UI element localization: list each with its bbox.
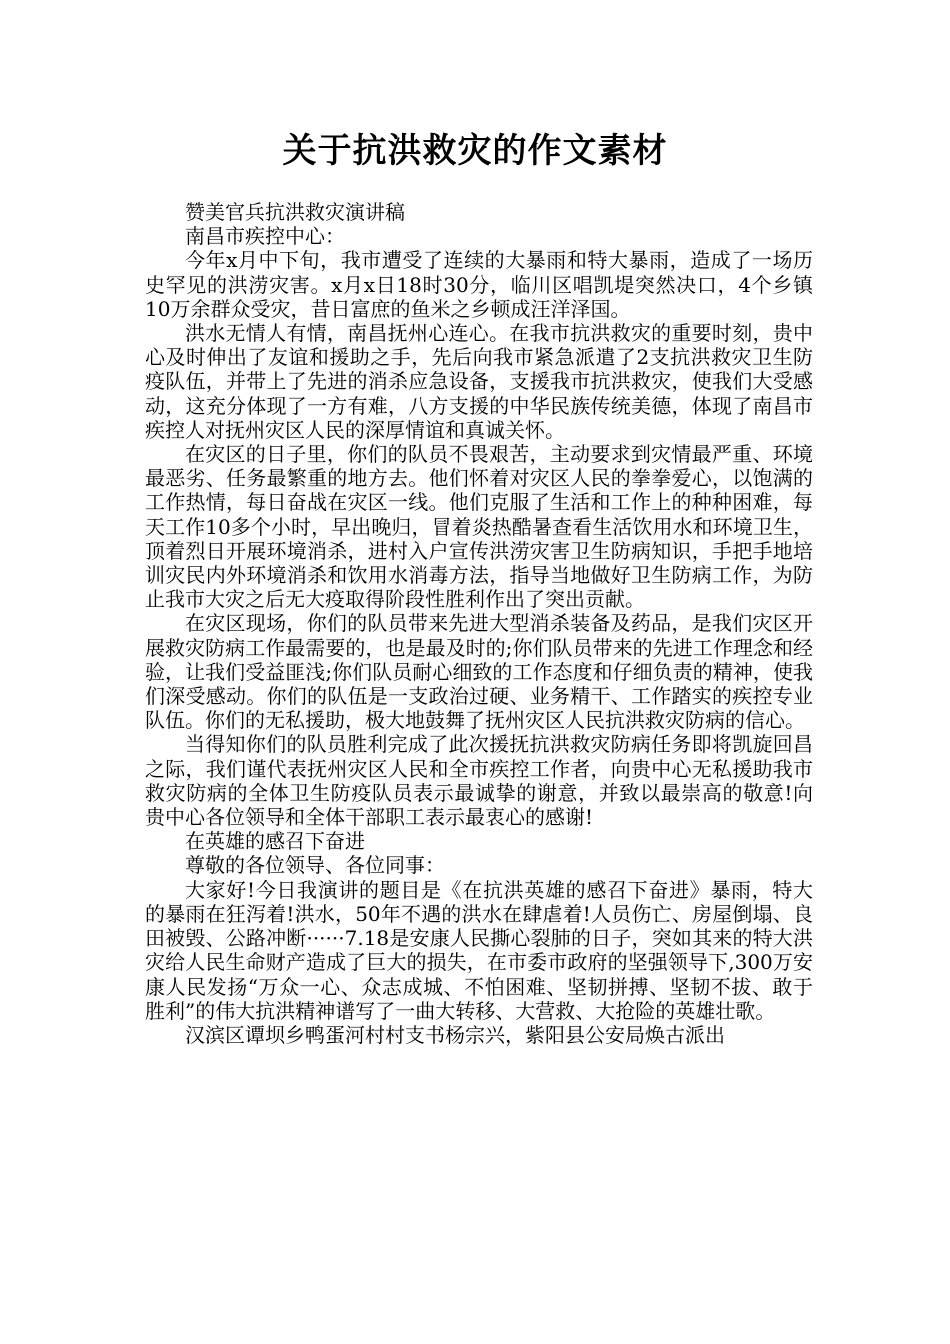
paragraph: 今年x月中下旬，我市遭受了连续的大暴雨和特大暴雨，造成了一场历史罕见的洪涝灾害。x月x日18时30分，临川区唱凯堤突然决口，4个乡镇10万余群众受灾，昔日富庶的鱼米之乡顿成汪洋泽国。 bbox=[145, 248, 813, 321]
paragraph: 大家好!今日我演讲的题目是《在抗洪英雄的感召下奋进》暴雨，特大的暴雨在狂泻着!洪水，50年不遇的洪水在肆虐着!人员伤亡、房屋倒塌、良田被毁、公路冲断······7.18是安康人民撕心裂肺的日子，突如其来的特大洪灾给人民生命财产造成了巨大的损失，在市委市政府的坚强领导下,300万安康人民发扬“万众一心、众志成城、不怕困难、坚韧拼搏、坚韧不拔、敢于胜利”的伟大抗洪精神谱写了一曲大转移、大营救、大抢险的英雄壮歌。 bbox=[145, 877, 813, 1023]
speech-title: 在英雄的感召下奋进 bbox=[185, 829, 365, 854]
paragraph: 洪水无情人有情，南昌抚州心连心。在我市抗洪救灾的重要时刻，贵中心及时伸出了友谊和援助之手，先后向我市紧急派遣了2支抗洪救灾卫生防疫队伍，并带上了先进的消杀应急设备，支援我市抗洪救灾，使我们大受感动，这充分体现了一方有难，八方支援的中华民族传统美德，体现了南昌市疾控人对抚州灾区人民的深厚情谊和真诚关怀。 bbox=[145, 321, 813, 442]
document-body bbox=[145, 200, 813, 1047]
speech-title: 赞美官兵抗洪救灾演讲稿 bbox=[185, 200, 405, 224]
document-title: 关于抗洪救灾的作文素材 bbox=[282, 131, 668, 171]
paragraph: 在灾区现场，你们的队员带来先进大型消杀装备及药品，是我们灾区开展救灾防病工作最需要的，也是最及时的;你们队员带来的先进工作理念和经验，让我们受益匪浅;你们队员耐心细致的工作态度和仔细负责的精神，使我们深受感动。你们的队伍是一支政治过硬、业务精干、工作踏实的疾控专业队伍。你们的无私援助，极大地鼓舞了抚州灾区人民抗洪救灾防病的信心。 bbox=[145, 611, 813, 733]
salutation: 尊敬的各位领导、各位同事： bbox=[185, 853, 445, 878]
paragraph: 在灾区的日子里，你们的队员不畏艰苦，主动要求到灾情最严重、环境最恶劣、任务最繁重的地方去。他们怀着对灾区人民的拳拳爱心，以饱满的工作热情，每日奋战在灾区一线。他们克服了生活和工作上的种种困难，每天工作10多个小时，早出晚归，冒着炎热酷暑查看生活饮用水和环境卫生，顶着烈日开展环境消杀，进村入户宣传洪涝灾害卫生防病知识，手把手地培训灾民内外环境消杀和饮用水消毒方法，指导当地做好卫生防病工作，为防止我市大灾之后无大疫取得阶段性胜利作出了突出贡献。 bbox=[145, 442, 813, 612]
paragraph: 当得知你们的队员胜利完成了此次援抚抗洪救灾防病任务即将凯旋回昌之际，我们谨代表抚州灾区人民和全市疾控工作者，向贵中心无私援助我市救灾防病的全体卫生防疫队员表示最诚挚的谢意，并致以最崇高的敬意!向贵中心各位领导和全体干部职工表示最衷心的感谢! bbox=[145, 732, 813, 830]
salutation: 南昌市疾控中心： bbox=[185, 224, 345, 249]
paragraph: 汉滨区谭坝乡鸭蛋河村村支书杨宗兴，紫阳县公安局焕古派出 bbox=[185, 1022, 725, 1047]
